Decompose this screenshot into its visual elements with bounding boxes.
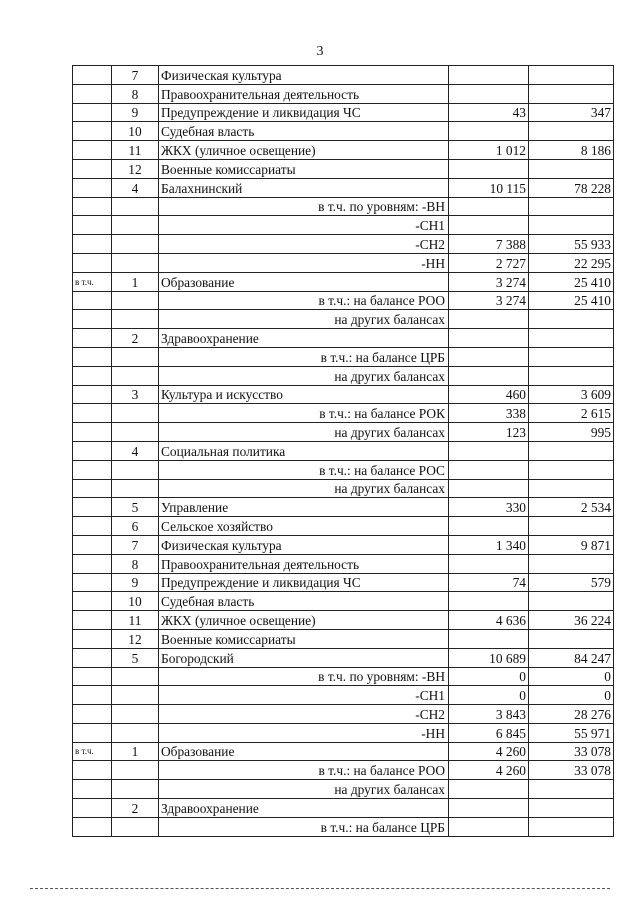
value-col-1 bbox=[449, 197, 529, 216]
row-number bbox=[112, 667, 159, 686]
value-col-1 bbox=[449, 310, 529, 329]
row-name: в т.ч. по уровням: -ВН bbox=[159, 667, 449, 686]
table-row bbox=[73, 404, 614, 423]
row-prefix bbox=[73, 799, 112, 818]
value-col-2: 33 078 bbox=[529, 742, 614, 761]
row-name: Предупреждение и ликвидация ЧС bbox=[159, 103, 449, 122]
value-col-2: 22 295 bbox=[529, 253, 614, 272]
table-row bbox=[73, 611, 614, 630]
row-prefix bbox=[73, 366, 112, 385]
table-row bbox=[73, 535, 614, 554]
row-prefix bbox=[73, 235, 112, 254]
row-name: на других балансах bbox=[159, 780, 449, 799]
row-number bbox=[112, 686, 159, 705]
row-name: Военные комиссариаты bbox=[159, 159, 449, 178]
value-col-2 bbox=[529, 122, 614, 141]
row-name: Военные комиссариаты bbox=[159, 629, 449, 648]
row-number: 2 bbox=[112, 799, 159, 818]
row-name: Социальная политика bbox=[159, 441, 449, 460]
row-number bbox=[112, 216, 159, 235]
table-row bbox=[73, 84, 614, 103]
table-row bbox=[73, 366, 614, 385]
value-col-1: 3 274 bbox=[449, 272, 529, 291]
value-col-2: 25 410 bbox=[529, 272, 614, 291]
table-row bbox=[73, 310, 614, 329]
value-col-1 bbox=[449, 479, 529, 498]
row-number bbox=[112, 235, 159, 254]
value-col-1: 1 340 bbox=[449, 535, 529, 554]
table-row bbox=[73, 197, 614, 216]
table-row bbox=[73, 159, 614, 178]
row-name: Сельское хозяйство bbox=[159, 517, 449, 536]
row-number: 8 bbox=[112, 84, 159, 103]
table-row bbox=[73, 498, 614, 517]
value-col-2: 8 186 bbox=[529, 141, 614, 160]
table-row bbox=[73, 423, 614, 442]
row-name: Здравоохранение bbox=[159, 329, 449, 348]
row-number: 5 bbox=[112, 498, 159, 517]
row-prefix bbox=[73, 253, 112, 272]
row-name: ЖКХ (уличное освещение) bbox=[159, 611, 449, 630]
row-prefix bbox=[73, 686, 112, 705]
value-col-1 bbox=[449, 122, 529, 141]
row-prefix bbox=[73, 460, 112, 479]
row-number: 1 bbox=[112, 742, 159, 761]
row-name: -НН bbox=[159, 253, 449, 272]
table-row bbox=[73, 554, 614, 573]
row-number bbox=[112, 310, 159, 329]
row-prefix bbox=[73, 404, 112, 423]
row-name: -СН1 bbox=[159, 216, 449, 235]
table-row bbox=[73, 460, 614, 479]
value-col-1: 10 115 bbox=[449, 178, 529, 197]
row-prefix bbox=[73, 780, 112, 799]
district-name: Балахнинский bbox=[159, 178, 449, 197]
value-col-1 bbox=[449, 366, 529, 385]
value-col-1: 1 012 bbox=[449, 141, 529, 160]
district-name: Богородский bbox=[159, 648, 449, 667]
row-number bbox=[112, 253, 159, 272]
row-name: на других балансах bbox=[159, 310, 449, 329]
row-prefix bbox=[73, 723, 112, 742]
row-name: Правоохранительная деятельность bbox=[159, 554, 449, 573]
value-col-1: 3 274 bbox=[449, 291, 529, 310]
row-number: 11 bbox=[112, 141, 159, 160]
row-prefix bbox=[73, 517, 112, 536]
value-col-1 bbox=[449, 780, 529, 799]
value-col-2 bbox=[529, 310, 614, 329]
row-prefix bbox=[73, 441, 112, 460]
row-number: 7 bbox=[112, 66, 159, 85]
value-col-1: 338 bbox=[449, 404, 529, 423]
row-name: в т.ч.: на балансе ЦРБ bbox=[159, 817, 449, 836]
row-name: ЖКХ (уличное освещение) bbox=[159, 141, 449, 160]
value-col-2 bbox=[529, 554, 614, 573]
value-col-1: 4 636 bbox=[449, 611, 529, 630]
table-row bbox=[73, 235, 614, 254]
value-col-1 bbox=[449, 84, 529, 103]
value-col-1: 3 843 bbox=[449, 705, 529, 724]
value-col-1 bbox=[449, 441, 529, 460]
row-number: 10 bbox=[112, 592, 159, 611]
table-row bbox=[73, 66, 614, 85]
row-name: Образование bbox=[159, 272, 449, 291]
bottom-divider bbox=[30, 888, 610, 889]
row-number: 2 bbox=[112, 329, 159, 348]
value-col-1 bbox=[449, 216, 529, 235]
value-col-1 bbox=[449, 460, 529, 479]
table-row bbox=[73, 103, 614, 122]
row-name: в т.ч. по уровням: -ВН bbox=[159, 197, 449, 216]
row-name: на других балансах bbox=[159, 423, 449, 442]
value-col-1 bbox=[449, 159, 529, 178]
value-col-1: 2 727 bbox=[449, 253, 529, 272]
value-col-1: 6 845 bbox=[449, 723, 529, 742]
row-prefix bbox=[73, 216, 112, 235]
row-prefix bbox=[73, 141, 112, 160]
table-row bbox=[73, 517, 614, 536]
row-name: Правоохранительная деятельность bbox=[159, 84, 449, 103]
value-col-2: 55 933 bbox=[529, 235, 614, 254]
row-number: 12 bbox=[112, 159, 159, 178]
value-col-2: 25 410 bbox=[529, 291, 614, 310]
row-name: Судебная власть bbox=[159, 592, 449, 611]
table-row bbox=[73, 780, 614, 799]
value-col-2 bbox=[529, 799, 614, 818]
value-col-2: 0 bbox=[529, 686, 614, 705]
value-col-2: 347 bbox=[529, 103, 614, 122]
row-prefix bbox=[73, 385, 112, 404]
row-name: Образование bbox=[159, 742, 449, 761]
row-number bbox=[112, 291, 159, 310]
value-col-2 bbox=[529, 66, 614, 85]
value-col-2: 33 078 bbox=[529, 761, 614, 780]
table-row bbox=[73, 742, 614, 761]
row-prefix bbox=[73, 178, 112, 197]
row-number bbox=[112, 479, 159, 498]
row-number: 11 bbox=[112, 611, 159, 630]
table-row bbox=[73, 178, 614, 197]
table-row bbox=[73, 592, 614, 611]
row-number: 4 bbox=[112, 441, 159, 460]
row-prefix bbox=[73, 705, 112, 724]
row-number: 12 bbox=[112, 629, 159, 648]
value-col-2: 84 247 bbox=[529, 648, 614, 667]
row-prefix bbox=[73, 159, 112, 178]
row-name: Здравоохранение bbox=[159, 799, 449, 818]
row-name: -СН2 bbox=[159, 235, 449, 254]
row-number: 9 bbox=[112, 103, 159, 122]
row-name: в т.ч.: на балансе РОО bbox=[159, 761, 449, 780]
value-col-1 bbox=[449, 347, 529, 366]
value-col-2 bbox=[529, 592, 614, 611]
table-row bbox=[73, 648, 614, 667]
row-prefix bbox=[73, 667, 112, 686]
value-col-1 bbox=[449, 817, 529, 836]
page-number: 3 bbox=[316, 44, 324, 59]
value-col-1: 43 bbox=[449, 103, 529, 122]
value-col-2 bbox=[529, 479, 614, 498]
table-row bbox=[73, 723, 614, 742]
row-prefix bbox=[73, 103, 112, 122]
value-col-2: 28 276 bbox=[529, 705, 614, 724]
row-prefix: в т.ч. bbox=[73, 272, 112, 291]
row-prefix bbox=[73, 592, 112, 611]
row-prefix bbox=[73, 122, 112, 141]
table-row bbox=[73, 253, 614, 272]
row-prefix bbox=[73, 648, 112, 667]
row-number bbox=[112, 366, 159, 385]
row-prefix bbox=[73, 479, 112, 498]
value-col-2 bbox=[529, 460, 614, 479]
value-col-2 bbox=[529, 629, 614, 648]
value-col-2 bbox=[529, 197, 614, 216]
row-number: 10 bbox=[112, 122, 159, 141]
value-col-2 bbox=[529, 780, 614, 799]
row-number: 9 bbox=[112, 573, 159, 592]
table-row bbox=[73, 216, 614, 235]
row-prefix bbox=[73, 310, 112, 329]
row-number bbox=[112, 197, 159, 216]
table-row bbox=[73, 141, 614, 160]
value-col-2: 2 534 bbox=[529, 498, 614, 517]
table-row bbox=[73, 329, 614, 348]
row-prefix bbox=[73, 197, 112, 216]
row-name: Культура и искусство bbox=[159, 385, 449, 404]
value-col-1 bbox=[449, 592, 529, 611]
row-name: в т.ч.: на балансе РОК bbox=[159, 404, 449, 423]
row-prefix bbox=[73, 535, 112, 554]
value-col-2: 9 871 bbox=[529, 535, 614, 554]
row-prefix bbox=[73, 498, 112, 517]
value-col-2 bbox=[529, 366, 614, 385]
value-col-2 bbox=[529, 216, 614, 235]
table-row bbox=[73, 385, 614, 404]
row-number: 6 bbox=[112, 517, 159, 536]
value-col-2: 3 609 bbox=[529, 385, 614, 404]
table-row bbox=[73, 667, 614, 686]
row-prefix bbox=[73, 291, 112, 310]
row-name: на других балансах bbox=[159, 366, 449, 385]
row-prefix bbox=[73, 329, 112, 348]
value-col-1: 330 bbox=[449, 498, 529, 517]
value-col-1 bbox=[449, 329, 529, 348]
value-col-1: 0 bbox=[449, 667, 529, 686]
row-prefix bbox=[73, 629, 112, 648]
row-number: 3 bbox=[112, 385, 159, 404]
table-row bbox=[73, 705, 614, 724]
row-name: -СН1 bbox=[159, 686, 449, 705]
row-name: Судебная власть bbox=[159, 122, 449, 141]
row-prefix bbox=[73, 573, 112, 592]
value-col-1: 460 bbox=[449, 385, 529, 404]
table-row bbox=[73, 799, 614, 818]
table-row bbox=[73, 686, 614, 705]
table-row bbox=[73, 629, 614, 648]
row-number bbox=[112, 347, 159, 366]
row-number: 8 bbox=[112, 554, 159, 573]
value-col-2 bbox=[529, 517, 614, 536]
row-name: Физическая культура bbox=[159, 535, 449, 554]
value-col-2 bbox=[529, 159, 614, 178]
value-col-2: 55 971 bbox=[529, 723, 614, 742]
value-col-1 bbox=[449, 799, 529, 818]
value-col-2: 78 228 bbox=[529, 178, 614, 197]
table-row bbox=[73, 817, 614, 836]
row-number bbox=[112, 404, 159, 423]
table-row bbox=[73, 441, 614, 460]
row-prefix bbox=[73, 347, 112, 366]
row-name: -НН bbox=[159, 723, 449, 742]
value-col-1 bbox=[449, 66, 529, 85]
value-col-2: 995 bbox=[529, 423, 614, 442]
value-col-2: 579 bbox=[529, 573, 614, 592]
district-number: 5 bbox=[112, 648, 159, 667]
row-number bbox=[112, 817, 159, 836]
value-col-1: 4 260 bbox=[449, 742, 529, 761]
value-col-1: 7 388 bbox=[449, 235, 529, 254]
row-name: на других балансах bbox=[159, 479, 449, 498]
budget-table bbox=[72, 65, 614, 837]
table-body bbox=[73, 66, 614, 837]
table-row bbox=[73, 347, 614, 366]
value-col-1: 0 bbox=[449, 686, 529, 705]
row-number bbox=[112, 460, 159, 479]
district-number: 4 bbox=[112, 178, 159, 197]
row-number: 1 bbox=[112, 272, 159, 291]
row-name: Физическая культура bbox=[159, 66, 449, 85]
row-prefix bbox=[73, 761, 112, 780]
row-prefix bbox=[73, 817, 112, 836]
row-number bbox=[112, 723, 159, 742]
row-number bbox=[112, 780, 159, 799]
row-number: 7 bbox=[112, 535, 159, 554]
row-name: Управление bbox=[159, 498, 449, 517]
table-row bbox=[73, 291, 614, 310]
table-row bbox=[73, 272, 614, 291]
value-col-1 bbox=[449, 629, 529, 648]
row-number bbox=[112, 423, 159, 442]
value-col-2 bbox=[529, 817, 614, 836]
row-name: в т.ч.: на балансе РОС bbox=[159, 460, 449, 479]
row-number bbox=[112, 761, 159, 780]
value-col-2: 36 224 bbox=[529, 611, 614, 630]
value-col-1: 4 260 bbox=[449, 761, 529, 780]
row-prefix bbox=[73, 423, 112, 442]
table-row bbox=[73, 761, 614, 780]
row-prefix: в т.ч. bbox=[73, 742, 112, 761]
value-col-2 bbox=[529, 347, 614, 366]
row-name: -СН2 bbox=[159, 705, 449, 724]
table-row bbox=[73, 122, 614, 141]
row-name: Предупреждение и ликвидация ЧС bbox=[159, 573, 449, 592]
value-col-2 bbox=[529, 441, 614, 460]
row-prefix bbox=[73, 554, 112, 573]
table-row bbox=[73, 479, 614, 498]
value-col-2 bbox=[529, 329, 614, 348]
value-col-2: 2 615 bbox=[529, 404, 614, 423]
value-col-2: 0 bbox=[529, 667, 614, 686]
table-row bbox=[73, 573, 614, 592]
row-prefix bbox=[73, 84, 112, 103]
row-name: в т.ч.: на балансе ЦРБ bbox=[159, 347, 449, 366]
row-prefix bbox=[73, 66, 112, 85]
value-col-1 bbox=[449, 554, 529, 573]
value-col-1: 10 689 bbox=[449, 648, 529, 667]
row-name: в т.ч.: на балансе РОО bbox=[159, 291, 449, 310]
value-col-1: 123 bbox=[449, 423, 529, 442]
value-col-1: 74 bbox=[449, 573, 529, 592]
value-col-2 bbox=[529, 84, 614, 103]
value-col-1 bbox=[449, 517, 529, 536]
row-prefix bbox=[73, 611, 112, 630]
row-number bbox=[112, 705, 159, 724]
